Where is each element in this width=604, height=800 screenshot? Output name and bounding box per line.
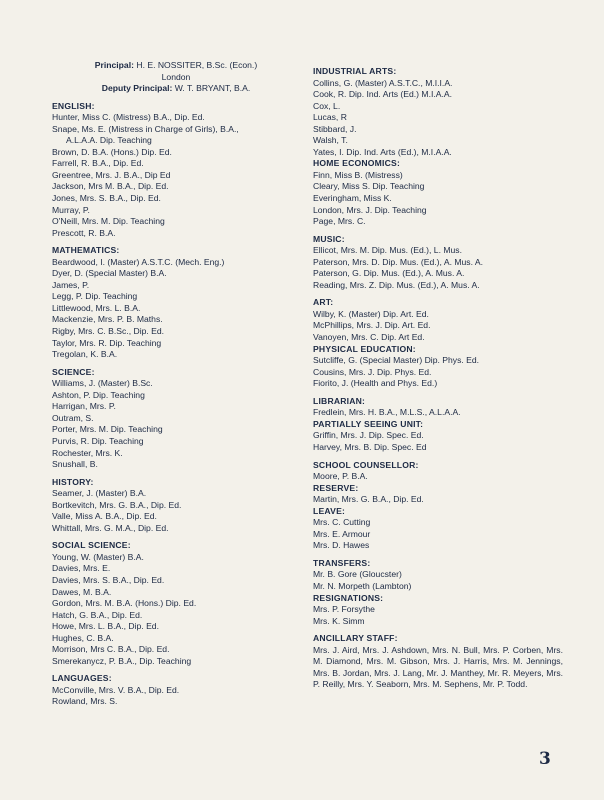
section-languages [52,673,300,708]
section-heading: HOME ECONOMICS: [313,158,401,169]
staff-entry: Rigby, Mrs. C. B.Sc., Dip. Ed. [52,326,165,337]
staff-entry: Hunter, Miss C. (Mistress) B.A., Dip. Ed. [52,112,205,123]
staff-entry: Mrs. K. Simm [313,615,365,626]
staff-entry: Walsh, T. [313,135,348,146]
staff-entry: Williams, J. (Master) B.Sc. [52,378,153,389]
staff-entry: Mrs. P. Forsythe [313,604,375,615]
section-heading: SOCIAL SCIENCE: [52,540,131,551]
staff-entry: Mrs. E. Armour [313,528,371,539]
staff-entry: Morrison, Mrs C. B.A., Dip. Ed. [52,644,170,655]
section-ancillary-staff [313,633,563,691]
staff-entry: Rowland, Mrs. S. [52,696,118,707]
section-heading: ART: [313,297,334,308]
staff-entry: Cleary, Miss S. Dip. Teaching [313,181,425,192]
staff-entry: Young, W. (Master) B.A. [52,551,144,562]
staff-entry: London, Mrs. J. Dip. Teaching [313,204,427,215]
staff-entry: Reading, Mrs. Z. Dip. Mus. (Ed.), A. Mus. A. [313,279,480,290]
staff-entry: Beardwood, I. (Master) A.S.T.C. (Mech. Eng.) [52,256,225,267]
staff-entry: Smerekanycz, P. B.A., Dip. Teaching [52,655,192,666]
staff-entry: Dyer, D. (Special Master) B.A. [52,268,167,279]
section-heading: SCIENCE: [52,366,95,377]
staff-entry: Everingham, Miss K. [313,193,392,204]
section-heading: LANGUAGES: [52,673,112,684]
staff-entry: Gordon, Mrs. M. B.A. (Hons.) Dip. Ed. [52,598,197,609]
staff-entry: Cousins, Mrs. J. Dip. Phys. Ed. [313,366,432,377]
staff-entry: Outram, S. [52,412,94,423]
staff-entry: Littlewood, Mrs. L. B.A. [52,302,141,313]
ancillary-staff-list: Mrs. J. Aird, Mrs. J. Ashdown, Mrs. N. Bull, Mrs. P. Corben, Mrs. M. Diamond, Mrs. M. Gibson, Mrs. J. Harris, Mrs. M. Jennings, Mrs. B. Jordan, Mrs. J. Lang, Mr. J. Manthey, Mr. R. Meyers, Mrs. P. Reilly, Mrs. Y. Seaborn, Mrs. M. Sephens, Mr. P. Todd. [313,644,563,690]
deputy-name: W. T. BRYANT, B.A. [174,83,251,94]
left-column [52,60,300,708]
staff-entry: Wilby, K. (Master) Dip. Art. Ed. [313,308,429,319]
section-history [52,477,300,535]
staff-entry: Davies, Mrs. E. [52,563,111,574]
staff-entry: Purvis, R. Dip. Teaching [52,435,144,446]
section-art [313,297,563,343]
section-resignations [313,593,563,628]
staff-entry: Cox, L. [313,100,341,111]
section-heading: RESIGNATIONS: [313,592,384,603]
staff-entry: Page, Mrs. C. [313,216,366,227]
principal-name: H. E. NOSSITER, B.Sc. (Econ.) [136,60,258,70]
section-english [52,101,300,240]
section-transfers [313,558,563,593]
staff-entry: A.L.A.A. Dip. Teaching [66,135,152,146]
deputy-label: Deputy Principal: [101,83,173,94]
staff-entry: Paterson, G. Dip. Mus. (Ed.), A. Mus. A. [313,268,465,279]
staff-entry: Snape, Ms. E. (Mistress in Charge of Girls), B.A., [52,123,239,134]
staff-entry: Yates, I. Dip. Ind. Arts (Ed.), M.I.A.A. [313,146,452,157]
staff-entry: Murray, P. [52,204,90,215]
section-leave [313,506,563,552]
section-heading: SCHOOL COUNSELLOR: [313,459,419,470]
staff-entry: Farrell, R. B.A., Dip. Ed. [52,158,144,169]
section-partially-seeing-unit [313,419,563,454]
staff-entry: Lucas, R [313,112,347,123]
staff-entry: Sutcliffe, G. (Special Master) Dip. Phys. Ed. [313,355,480,366]
section-science [52,367,300,471]
staff-entry: Whittall, Mrs. G. M.A., Dip. Ed. [52,522,169,533]
section-heading: ANCILLARY STAFF: [313,633,398,644]
staff-entry: Brown, D. B.A. (Hons.) Dip. Ed. [52,146,172,157]
staff-entry: Taylor, Mrs. R. Dip. Teaching [52,337,162,348]
staff-entry: Mrs. C. Cutting [313,517,371,528]
staff-entry: Paterson, Mrs. D. Dip. Mus. (Ed.), A. Mus. A. [313,256,484,267]
staff-entry: Legg, P. Dip. Teaching [52,291,138,302]
staff-entry: Cook, R. Dip. Ind. Arts (Ed.) M.I.A.A. [313,89,452,100]
section-heading: LEAVE: [313,505,346,516]
staff-entry: Hatch, G. B.A., Dip. Ed. [52,609,143,620]
staff-entry: Mrs. D. Hawes [313,540,370,551]
staff-entry: Prescott, R. B.A. [52,227,116,238]
section-heading: RESERVE: [313,482,359,493]
staff-entry: Seamer, J. (Master) B.A. [52,488,147,499]
staff-entry: Porter, Mrs. M. Dip. Teaching [52,424,163,435]
staff-entry: Martin, Mrs. G. B.A., Dip. Ed. [313,494,424,505]
staff-entry: Collins, G. (Master) A.S.T.C., M.I.I.A. [313,77,453,88]
section-social-science [52,540,300,667]
staff-entry: O'Neill, Mrs. M. Dip. Teaching [52,216,165,227]
staff-entry: Mr. B. Gore (Gloucster) [313,569,402,580]
principal-block [52,60,300,95]
section-heading: MUSIC: [313,233,345,244]
staff-entry: Jones, Mrs. S. B.A., Dip. Ed. [52,193,161,204]
section-heading: HISTORY: [52,476,94,487]
staff-entry: Fredlein, Mrs. H. B.A., M.L.S., A.L.A.A. [313,407,461,418]
section-school-counsellor [313,460,563,483]
staff-entry: Ellicot, Mrs. M. Dip. Mus. (Ed.), L. Mus. [313,245,462,256]
right-sections [313,66,563,627]
staff-entry: Dawes, M. B.A. [52,586,112,597]
section-music [313,234,563,292]
staff-entry: Howe, Mrs. L. B.A., Dip. Ed. [52,621,159,632]
staff-entry: Rochester, Mrs. K. [52,447,123,458]
staff-entry: Stibbard, J. [313,123,357,134]
staff-entry: Jackson, Mrs M. B.A., Dip. Ed. [52,181,169,192]
staff-entry: Hughes, C. B.A. [52,632,114,643]
staff-entry: McPhillips, Mrs. J. Dip. Art. Ed. [313,320,431,331]
section-librarian [313,396,563,419]
section-heading: TRANSFERS: [313,557,371,568]
section-home-economics [313,158,563,227]
staff-entry: Greentree, Mrs. J. B.A., Dip Ed [52,169,171,180]
section-industrial-arts [313,66,563,158]
principal-label: Principal: [94,60,134,70]
staff-entry: Griffin, Mrs. J. Dip. Spec. Ed. [313,430,424,441]
section-heading: PHYSICAL EDUCATION: [313,343,416,354]
section-heading: ENGLISH: [52,100,95,111]
staff-entry: Mr. N. Morpeth (Lambton) [313,580,412,591]
staff-entry: Fiorito, J. (Health and Phys. Ed.) [313,378,438,389]
section-heading: LIBRARIAN: [313,395,366,406]
staff-entry: Davies, Mrs. S. B.A., Dip. Ed. [52,574,165,585]
staff-entry: Mackenzie, Mrs. P. B. Maths. [52,314,163,325]
left-sections [52,101,300,708]
staff-entry: Bortkevitch, Mrs. G. B.A., Dip. Ed. [52,499,182,510]
staff-entry: Ashton, P. Dip. Teaching [52,389,145,400]
section-physical-education [313,344,563,390]
principal-place: London [161,71,191,82]
section-heading: INDUSTRIAL ARTS: [313,66,397,76]
staff-entry: McConville, Mrs. V. B.A., Dip. Ed. [52,684,180,695]
staff-entry: Tregolan, K. B.A. [52,349,118,360]
page-number: 3 [539,749,551,769]
section-heading: MATHEMATICS: [52,245,120,256]
staff-entry: Vanoyen, Mrs. C. Dip. Art Ed. [313,332,425,343]
staff-entry: Harvey, Mrs. B. Dip. Spec. Ed [313,441,427,452]
section-mathematics [52,245,300,360]
staff-entry: James, P. [52,279,90,290]
section-reserve [313,483,563,506]
staff-entry: Valle, Miss A. B.A., Dip. Ed. [52,511,157,522]
section-heading: PARTIALLY SEEING UNIT: [313,418,424,429]
staff-entry: Finn, Miss B. (Mistress) [313,169,403,180]
staff-entry: Harrigan, Mrs. P. [52,401,116,412]
staff-entry: Snushall, B. [52,459,98,470]
staff-entry: Moore, P. B.A. [313,471,368,482]
right-column [313,60,563,691]
